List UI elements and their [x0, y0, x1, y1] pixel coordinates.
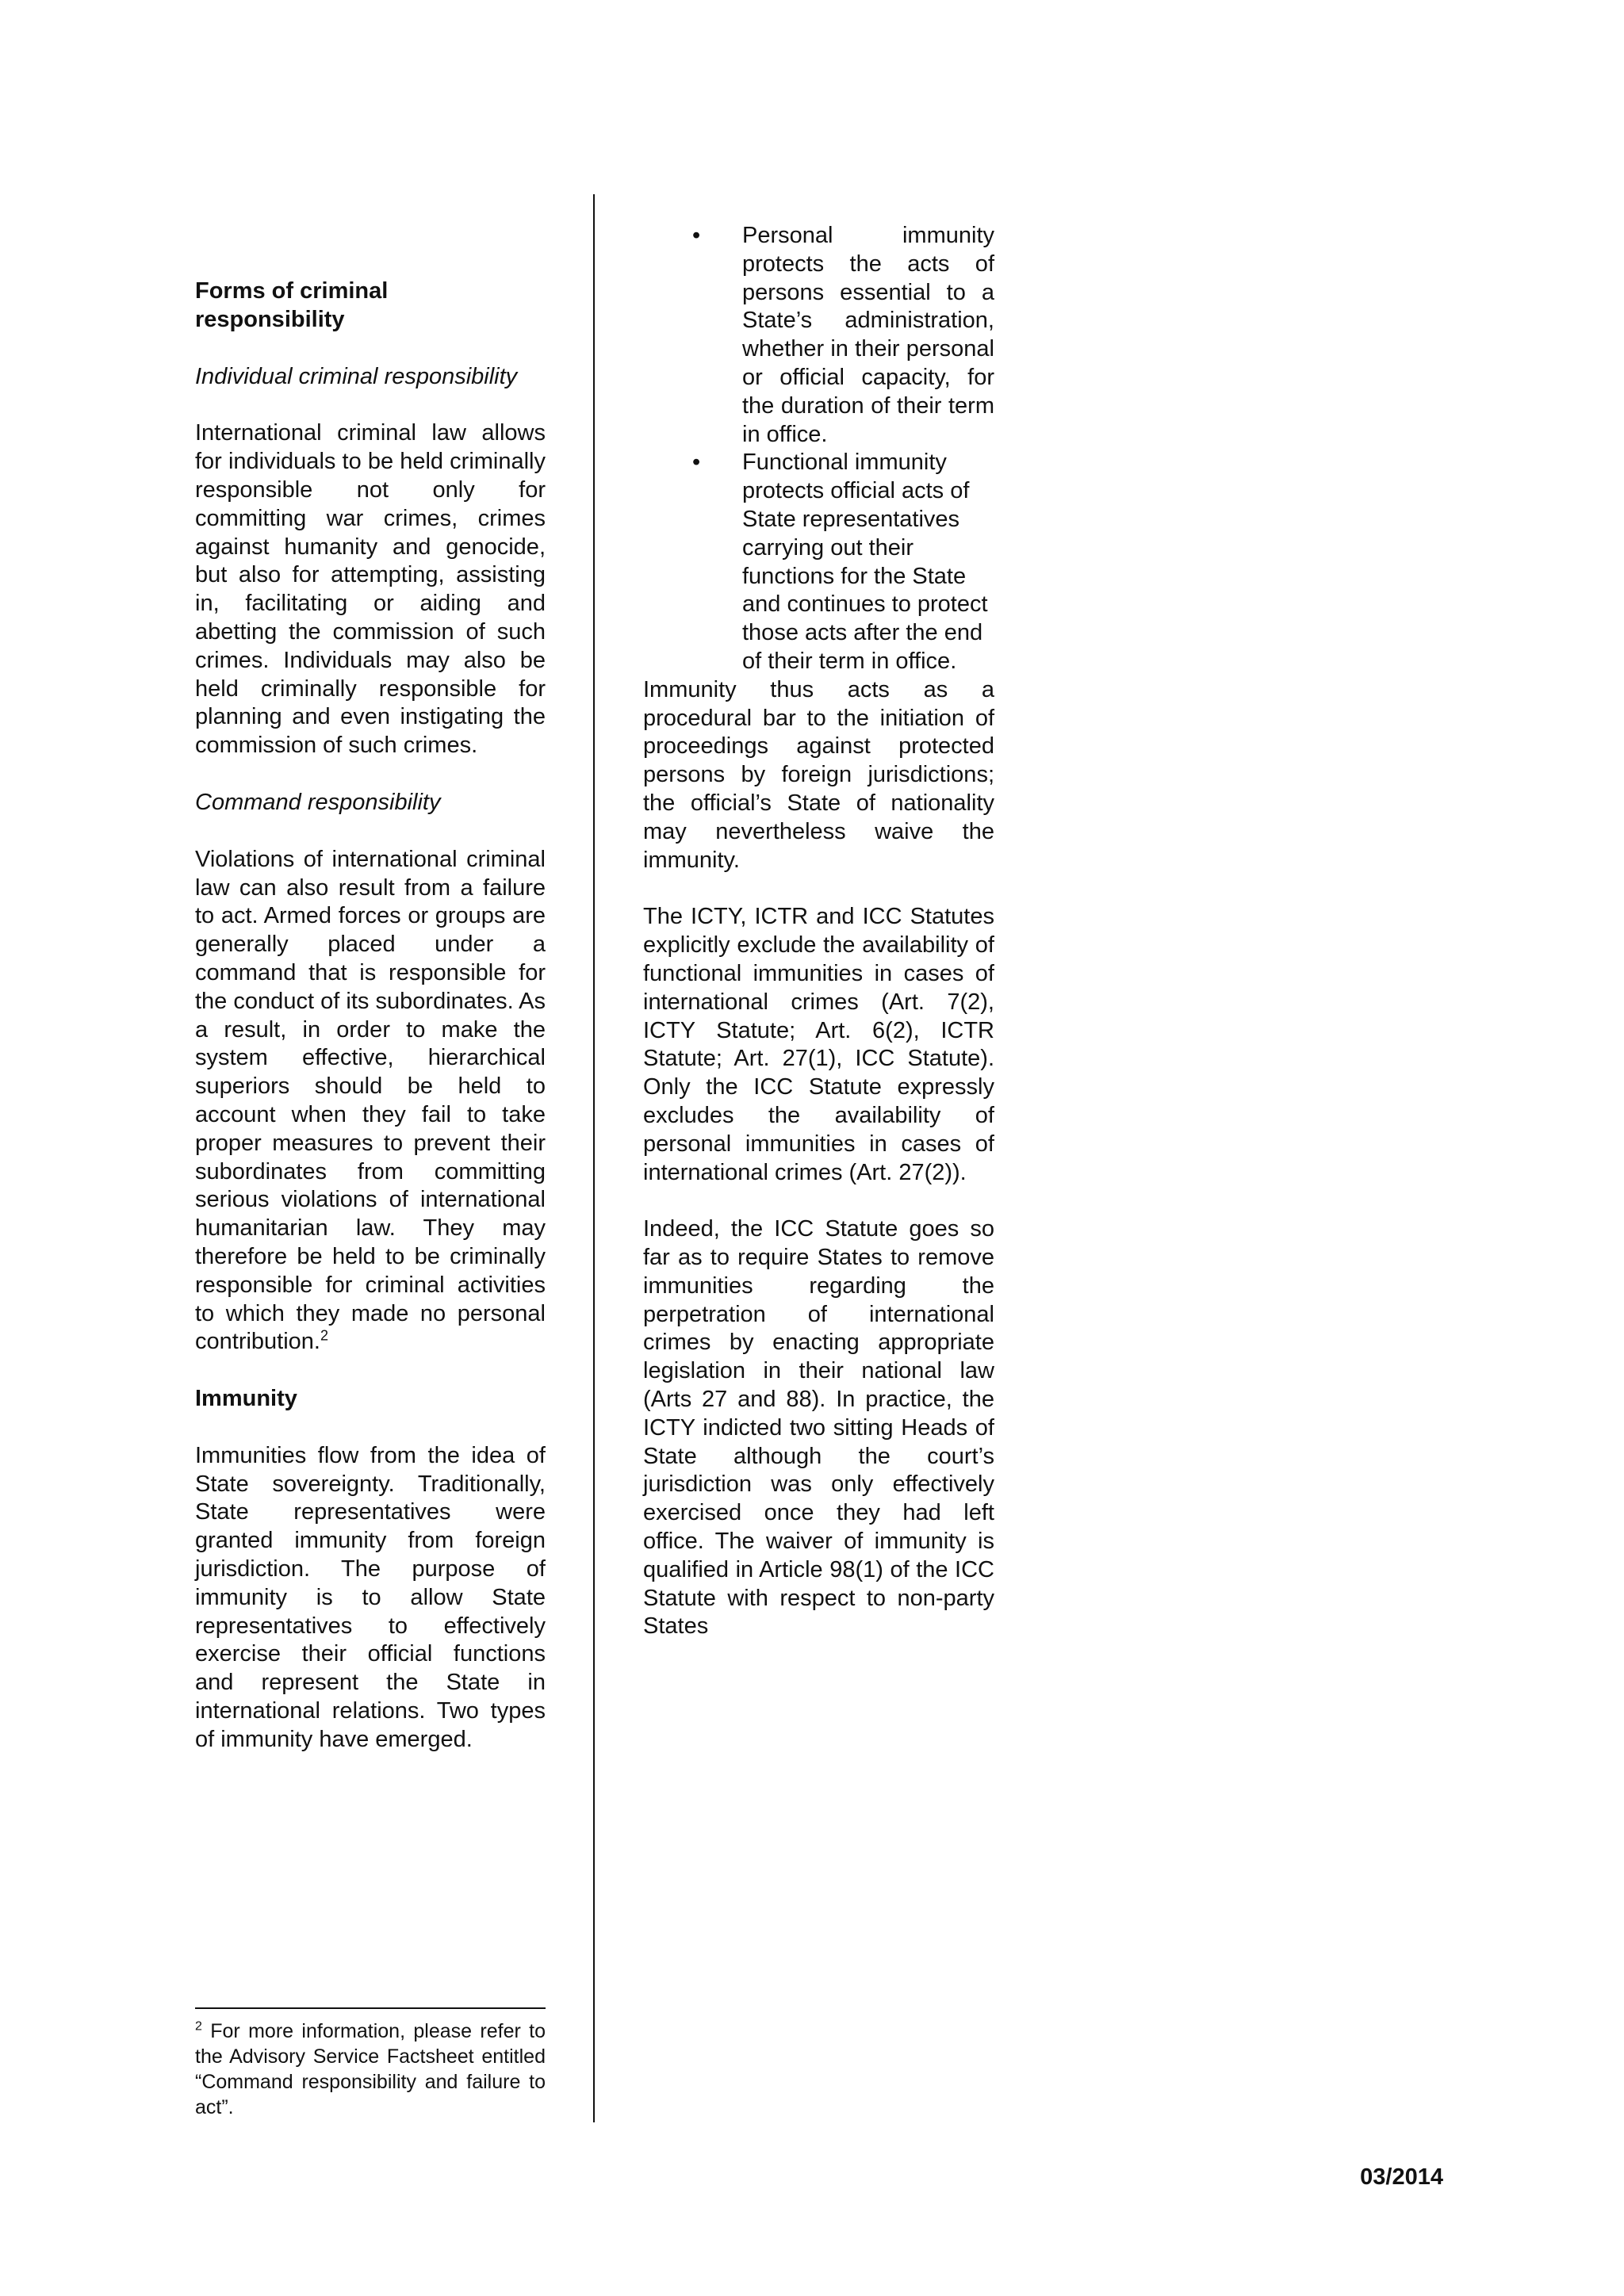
footnote-separator — [195, 2007, 546, 2009]
bullet-text-personal: Personal immunity protects the acts of persons essential to a State’s administration, whether in their personal or official capacity, for the duration of their term in office. — [742, 223, 994, 447]
footnote-number: 2 — [195, 2019, 202, 2034]
paragraph-individual-responsibility: International criminal law allows for individuals to be held criminally responsible not only for committing war crimes, crimes against humanity and genocide, but also for attempting, assisting in, facilitating or aiding and abetting the commission of such crimes. Individuals may also be held criminally responsible for planning and even instigating the commission of such crimes. — [195, 420, 546, 759]
paragraph-command-responsibility — [195, 846, 546, 1357]
paragraph-statutes: The ICTY, ICTR and ICC Statutes explicitly exclude the availability of functional immunities in cases of international crimes (Art. 7(2), ICTY Statute; Art. 6(2), ICTR Statute; Art. 27(1), ICC Statute). Only the ICC Statute expressly excludes the availability of personal immunities in cases of international crimes (Art. 27(2)). — [643, 904, 994, 1185]
page-date: 03/2014 — [1360, 2164, 1443, 2190]
footnote-reference: 2 — [320, 1327, 329, 1344]
bullet-icon: • — [692, 450, 701, 476]
subheading-command: Command responsibility — [195, 789, 441, 815]
footnote-text: For more information, please refer to the Advisory Service Factsheet entitled “Command responsibility and failure to act”. — [195, 2020, 546, 2118]
immunity-types-list — [643, 222, 994, 676]
list-item-personal-immunity — [643, 222, 994, 449]
section-heading-immunity: Immunity — [195, 1386, 297, 1412]
paragraph-command-text: Violations of international criminal law can also result from a failure to act. Armed forces or groups are generally placed under a command that is responsible for the conduct of its subordinates. As a result, in order to make the system effective, hierarchical superiors should be held to account when they fail to take proper measures to prevent their subordinates from committing serious violations of international humanitarian law. They may therefore be held to be criminally responsible for criminal activities to which they made no personal contribution. — [195, 846, 546, 1355]
footnote — [195, 2019, 546, 2120]
paragraph-icc-statute: Indeed, the ICC Statute goes so far as to require States to remove immunities regarding the perpetration of international crimes by enacting appropriate legislation in their national law (Arts 27 and 88). In practice, the ICTY indicted two sitting Heads of State although the court’s jurisdiction was only effectively exercised once they had left office. The waiver of immunity is qualified in Article 98(1) of the ICC Statute with respect to non-party States — [643, 1216, 994, 1640]
right-column — [643, 222, 994, 1641]
bullet-icon: • — [692, 223, 701, 248]
paragraph-immunity: Immunities flow from the idea of State sovereignty. Traditionally, State representatives were granted immunity from foreign jurisdiction. The purpose of immunity is to allow State representatives to effectively exercise their official functions and represent the State in international relations. Two types of immunity have emerged. — [195, 1442, 546, 1752]
paragraph-procedural-bar: Immunity thus acts as a procedural bar to the initiation of proceedings against protected persons by foreign jurisdictions; the official’s State of nationality may nevertheless waive the immunity. — [643, 676, 994, 873]
section-heading-forms: Forms of criminal responsibility — [195, 278, 389, 332]
bullet-text-functional: Functional immunity protects official acts of State representatives carrying out their functions for the State and continues to protect those acts after the end of their term in office. — [742, 450, 988, 674]
left-column — [195, 277, 546, 1755]
column-divider — [593, 194, 595, 2122]
subheading-individual: Individual criminal responsibility — [195, 363, 518, 389]
list-item-functional-immunity — [643, 449, 994, 675]
